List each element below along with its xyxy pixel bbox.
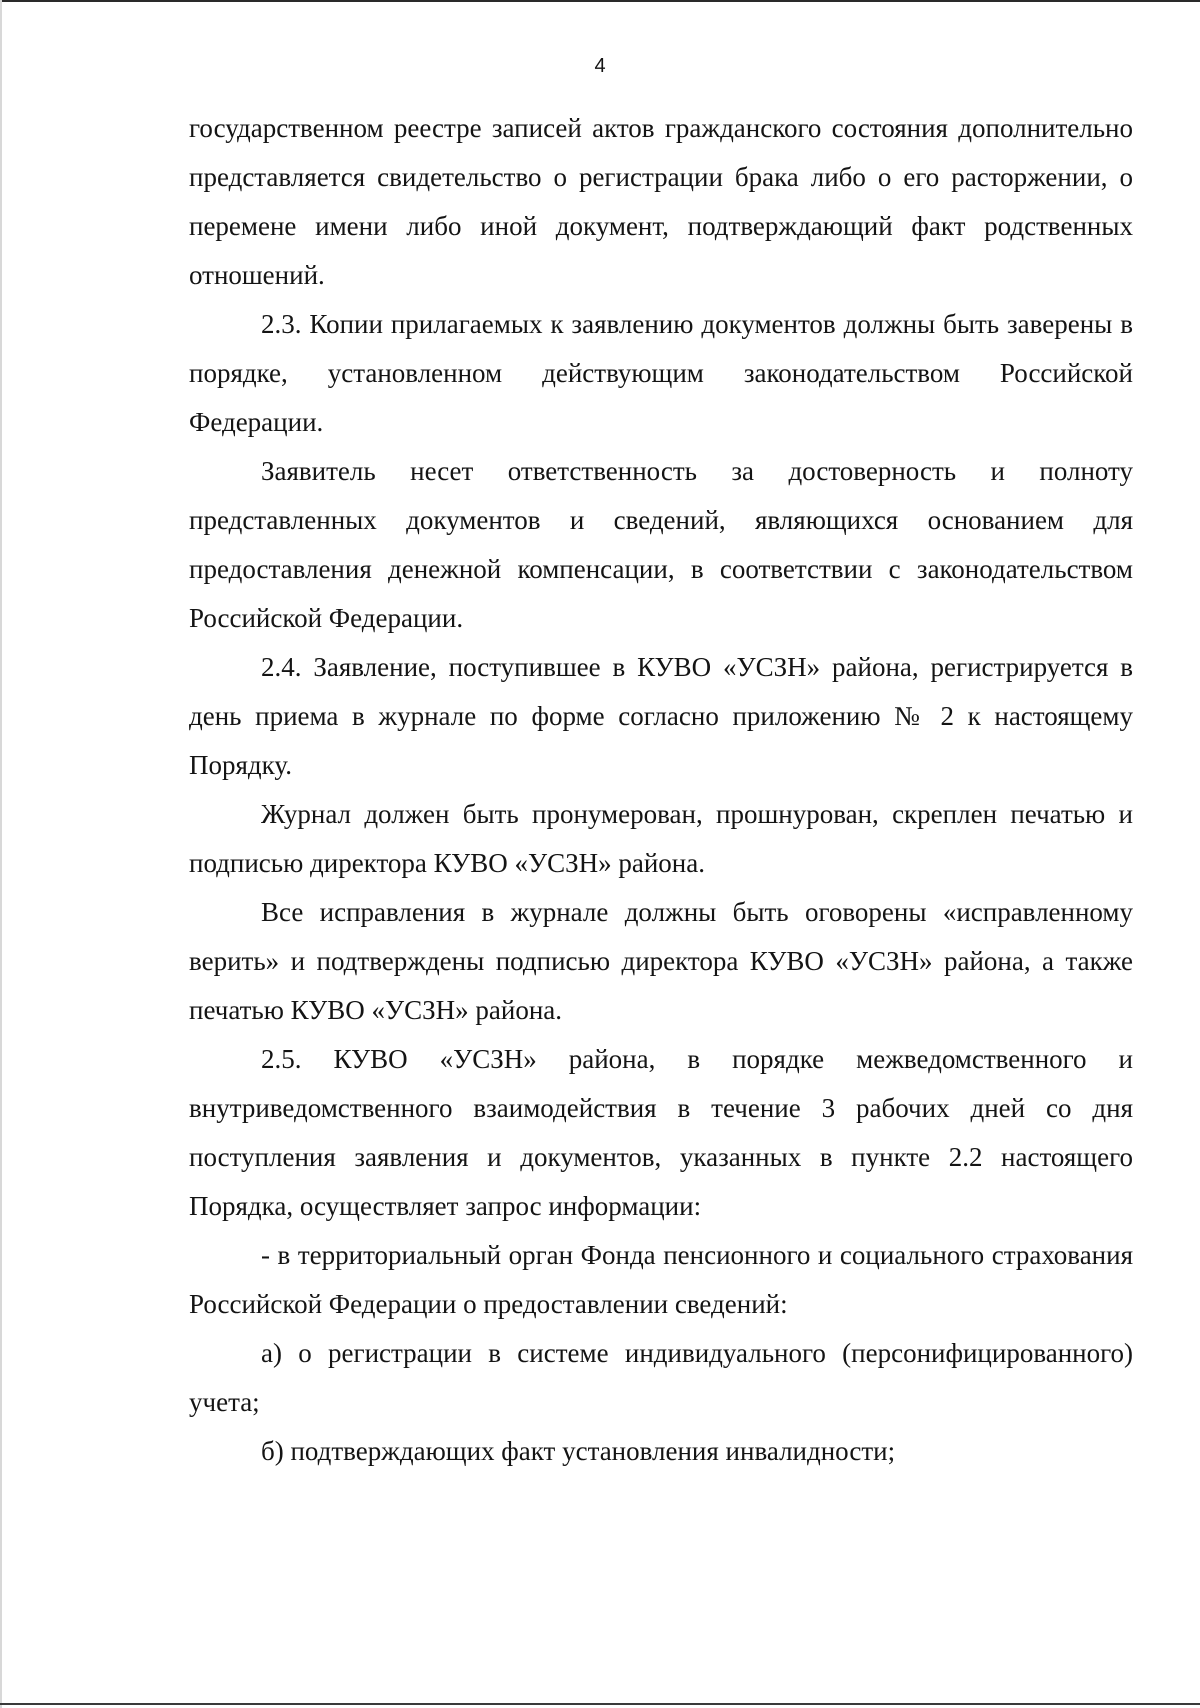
- scan-bottom-edge: [0, 1703, 1200, 1705]
- paragraph-2-4: 2.4. Заявление, поступившее в КУВО «УСЗН» района, регистрируется в день приема в журнале по форме согласно приложению № 2 к настоящему Порядку.: [189, 652, 1133, 780]
- paragraph-corrections: Все исправления в журнале должны быть оговорены «исправленному верить» и подтверждены подписью директора КУВО «УСЗН» района, а также печатью КУВО «УСЗН» района.: [189, 897, 1133, 1025]
- list-item-a: а) о регистрации в системе индивидуального (персонифицированного) учета;: [189, 1338, 1133, 1417]
- list-item-pension-fund: - в территориальный орган Фонда пенсионного и социального страхования Российской Федерации о предоставлении сведений:: [189, 1240, 1133, 1319]
- paragraph-continuation: государственном реестре записей актов гражданского состояния дополнительно представляется свидетельство о регистрации брака либо о его расторжении, о перемене имени либо иной документ, подтверждающий факт родственных отношений.: [189, 113, 1133, 290]
- scan-left-edge: [0, 0, 2, 1708]
- page-number: 4: [594, 55, 606, 77]
- document-body: [189, 104, 1133, 1476]
- scan-top-edge: [0, 0, 1200, 2]
- paragraph-2-5: 2.5. КУВО «УСЗН» района, в порядке межведомственного и внутриведомственного взаимодействия в течение 3 рабочих дней со дня поступления заявления и документов, указанных в пункте 2.2 настоящего Порядка, осуществляет запрос информации:: [189, 1044, 1133, 1221]
- paragraph-2-3: 2.3. Копии прилагаемых к заявлению документов должны быть заверены в порядке, установленном действующим законодательством Российской Федерации.: [189, 309, 1133, 437]
- paragraph-responsibility: Заявитель несет ответственность за достоверность и полноту представленных документов и сведений, являющихся основанием для предоставления денежной компенсации, в соответствии с законодательством Российской Федерации.: [189, 456, 1133, 633]
- paragraph-journal: Журнал должен быть пронумерован, прошнурован, скреплен печатью и подписью директора КУВО «УСЗН» района.: [189, 799, 1133, 878]
- list-item-b: б) подтверждающих факт установления инвалидности;: [261, 1436, 896, 1466]
